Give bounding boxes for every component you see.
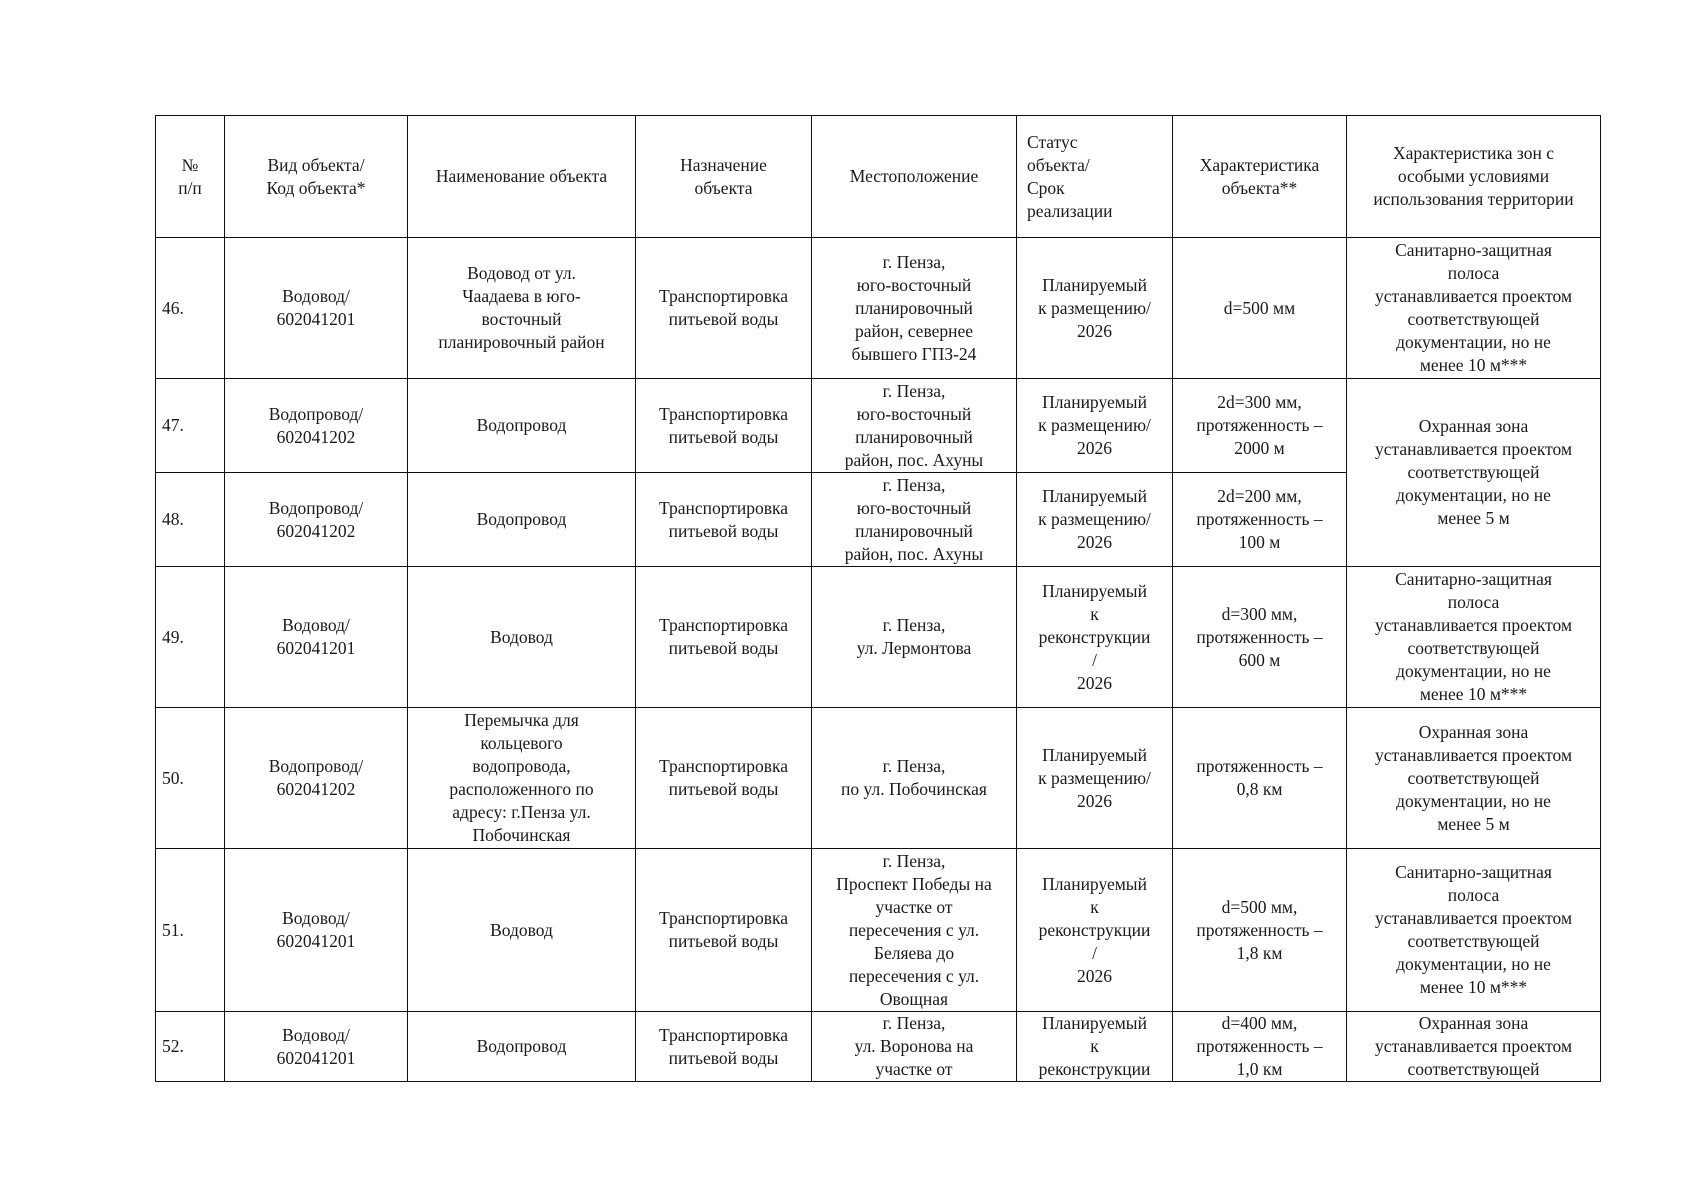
row-object-type: Водовод/ 602041201 <box>225 238 408 379</box>
table-header-row <box>156 116 1601 238</box>
row-object-name: Водовод от ул. Чаадаева в юго- восточный планировочный район <box>408 238 636 379</box>
row-location: г. Пенза, юго-восточный планировочный район, пос. Ахуны <box>812 473 1017 567</box>
row-number: 48. <box>156 473 225 567</box>
row-number: 46. <box>156 238 225 379</box>
table-row <box>156 849 1601 1012</box>
row-characteristic: d=300 мм, протяженность – 600 м <box>1173 567 1347 708</box>
header-object-purpose: Назначение объекта <box>636 116 812 238</box>
header-object-name: Наименование объекта <box>408 116 636 238</box>
row-location: г. Пенза, Проспект Победы на участке от пересечения с ул. Беляева до пересечения с ул. Овощная <box>812 849 1017 1012</box>
row-object-name: Водопровод <box>408 473 636 567</box>
row-zone: Санитарно-защитная полоса устанавливается проектом соответствующей документации, но не менее 10 м*** <box>1347 238 1601 379</box>
header-object-type-code: Вид объекта/ Код объекта* <box>225 116 408 238</box>
row-object-name: Водопровод <box>408 1012 636 1082</box>
table-row <box>156 567 1601 708</box>
row-purpose: Транспортировка питьевой воды <box>636 1012 812 1082</box>
row-status: Планируемый к размещению/ 2026 <box>1017 238 1173 379</box>
row-characteristic: d=400 мм, протяженность – 1,0 км <box>1173 1012 1347 1082</box>
row-object-name: Водовод <box>408 849 636 1012</box>
row-object-type: Водопровод/ 602041202 <box>225 473 408 567</box>
row-zone: Санитарно-защитная полоса устанавливается проектом соответствующей документации, но не менее 10 м*** <box>1347 567 1601 708</box>
row-object-type: Водовод/ 602041201 <box>225 567 408 708</box>
row-zone: Охранная зона устанавливается проектом соответствующей <box>1347 1012 1601 1082</box>
row-number: 51. <box>156 849 225 1012</box>
row-number: 47. <box>156 379 225 473</box>
row-zone: Охранная зона устанавливается проектом соответствующей документации, но не менее 5 м <box>1347 708 1601 849</box>
row-location: г. Пенза, юго-восточный планировочный район, севернее бывшего ГПЗ-24 <box>812 238 1017 379</box>
row-zone: Санитарно-защитная полоса устанавливается проектом соответствующей документации, но не менее 10 м*** <box>1347 849 1601 1012</box>
objects-table <box>155 115 1601 1082</box>
row-status: Планируемый к размещению/ 2026 <box>1017 379 1173 473</box>
row-location: г. Пенза, ул. Воронова на участке от <box>812 1012 1017 1082</box>
row-location: г. Пенза, ул. Лермонтова <box>812 567 1017 708</box>
row-status: Планируемый к размещению/ 2026 <box>1017 708 1173 849</box>
header-zone-characteristic: Характеристика зон с особыми условиями использования территории <box>1347 116 1601 238</box>
row-status: Планируемый к размещению/ 2026 <box>1017 473 1173 567</box>
row-object-name: Водовод <box>408 567 636 708</box>
table-row <box>156 238 1601 379</box>
header-number: № п/п <box>156 116 225 238</box>
row-object-name: Перемычка для кольцевого водопровода, расположенного по адресу: г.Пенза ул. Побочинская <box>408 708 636 849</box>
row-characteristic: d=500 мм <box>1173 238 1347 379</box>
row-status: Планируемый к реконструкции <box>1017 1012 1173 1082</box>
table-row <box>156 379 1601 473</box>
row-characteristic: 2d=300 мм, протяженность – 2000 м <box>1173 379 1347 473</box>
row-purpose: Транспортировка питьевой воды <box>636 849 812 1012</box>
row-number: 52. <box>156 1012 225 1082</box>
row-characteristic: протяженность – 0,8 км <box>1173 708 1347 849</box>
row-number: 50. <box>156 708 225 849</box>
row-characteristic: 2d=200 мм, протяженность – 100 м <box>1173 473 1347 567</box>
header-status-term: Статус объекта/ Срок реализации <box>1017 116 1173 238</box>
row-location: г. Пенза, юго-восточный планировочный район, пос. Ахуны <box>812 379 1017 473</box>
row-object-type: Водопровод/ 602041202 <box>225 708 408 849</box>
header-object-characteristic: Характеристика объекта** <box>1173 116 1347 238</box>
row-object-name: Водопровод <box>408 379 636 473</box>
row-object-type: Водовод/ 602041201 <box>225 1012 408 1082</box>
row-status: Планируемый к реконструкции / 2026 <box>1017 849 1173 1012</box>
row-status: Планируемый к реконструкции / 2026 <box>1017 567 1173 708</box>
row-purpose: Транспортировка питьевой воды <box>636 473 812 567</box>
row-purpose: Транспортировка питьевой воды <box>636 238 812 379</box>
row-purpose: Транспортировка питьевой воды <box>636 567 812 708</box>
table-row <box>156 1012 1601 1082</box>
row-zone: Охранная зона устанавливается проектом соответствующей документации, но не менее 5 м <box>1347 379 1601 567</box>
row-purpose: Транспортировка питьевой воды <box>636 708 812 849</box>
row-object-type: Водовод/ 602041201 <box>225 849 408 1012</box>
row-purpose: Транспортировка питьевой воды <box>636 379 812 473</box>
row-location: г. Пенза, по ул. Побочинская <box>812 708 1017 849</box>
header-location: Местоположение <box>812 116 1017 238</box>
row-object-type: Водопровод/ 602041202 <box>225 379 408 473</box>
row-characteristic: d=500 мм, протяженность – 1,8 км <box>1173 849 1347 1012</box>
row-number: 49. <box>156 567 225 708</box>
table-row <box>156 708 1601 849</box>
